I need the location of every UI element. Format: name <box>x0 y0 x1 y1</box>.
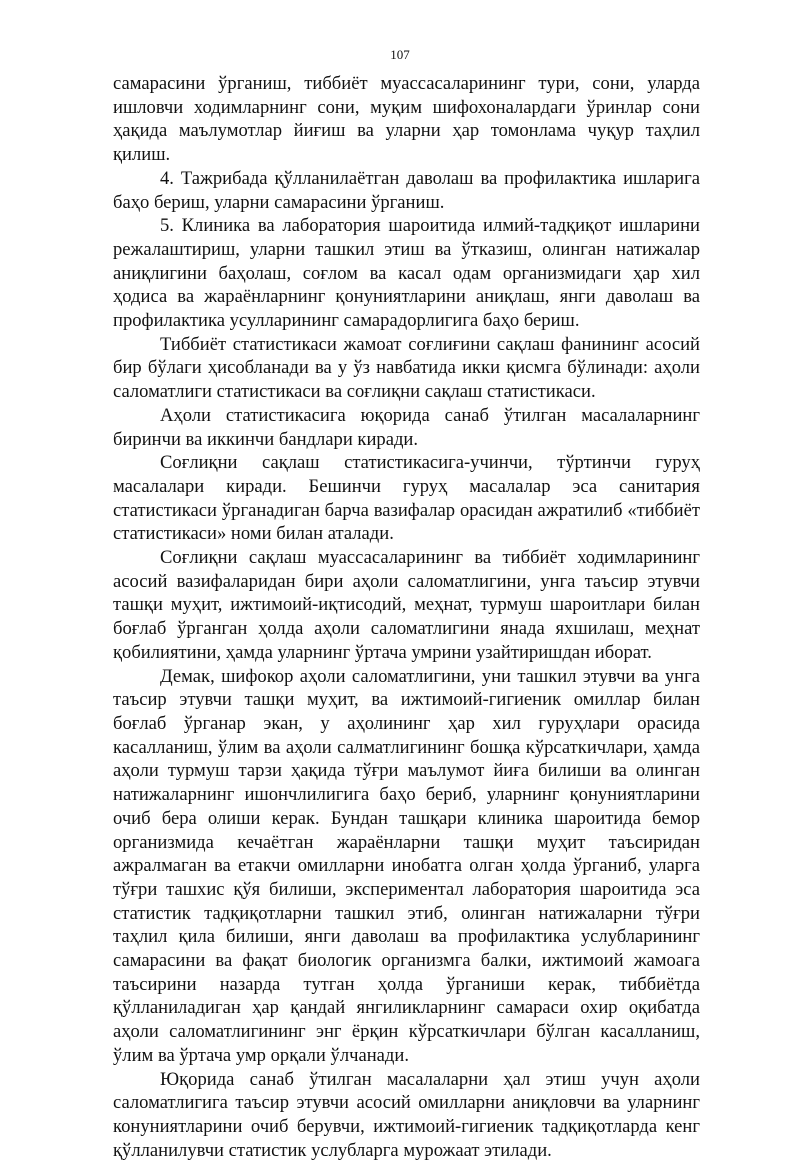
paragraph: Юқорида санаб ўтилган масалаларни ҳал этиш учун аҳоли саломатлигига таъсир этувчи асосий омилларни аниқловчи ва уларнинг конуниятларини очиб берувчи, ижтимоий-гигиеник тадқиқотларда кенг қўлланилувчи статистик услубларга мурожаат этилади. <box>113 1068 700 1161</box>
paragraph: Демак, шифокор аҳоли саломатлигини, уни ташкил этувчи ва унга таъсир этувчи ташқи муҳит, ва ижтимоий-гигиеник омиллар билан боғлаб ўрганар экан, у аҳолининг ҳар хил гуруҳлари орасида касалланиш, ўлим ва аҳоли салматлигининг бошқа кўрсаткичлари, ҳамда аҳоли турмуш тарзи ҳақида тўғри маълумот йиғa билиши ва олинган натижаларнинг ишончлилигига баҳо бериб, уларнинг қонуниятларини очиб бера олиши керак. Бундан ташқари клиника шароитида бемор организмида кечаётган жараёнларни ташқи муҳит таъсиридан ажралмаган ва етакчи омилларни инобатга олган ҳолда ўрганиб, уларга тўғри ташхис қўя билиши, экспериментал лаборатория шароитида эса статистик тадқиқотларни ташкил этиб, олинган натижаларни тўғри таҳлил қила билиши, янги даволаш ва профилактика услубларининг самарасини ва фақат биологик организмга балки, ижтимоий жамоага таъсирини назарда тутган ҳолда ўрганиши керак, тиббиётда қўлланиладиган ҳар қандай янгиликларнинг самараси охир оқибатда аҳоли саломатлигининг энг ёрқин кўрсаткичлари бўлган касалланиш, ўлим ва ўртача умр орқали ўлчанади. <box>113 665 700 1066</box>
paragraph-item-5: 5. Клиника ва лаборатория шароитида илмий-тадқиқот ишларини режалаштириш, уларни ташкил этиш ва ўтказиш, олинган натижалар аниқлигини баҳолаш, соғлом ва касал одам организмидаги ҳар хил ҳодиса ва жараёнларнинг қонуниятларини аниқлаш, янги даволаш ва профилактика усулларининг самарадорлигига баҳо бериш. <box>113 215 700 332</box>
paragraph: Соғлиқни сақлаш статистикасига-учинчи, тўртинчи гуруҳ масалалари киради. Бешинчи гуруҳ масалалар эса санитария статистикаси ўрганадиган барча вазифалар орасидан ажратилиб «тиббиёт статистикаси» номи билан аталади. <box>113 452 700 545</box>
paragraph: Тиббиёт статистикаси жамоат соғлиғини сақлаш фанининг асосий бир бўлаги ҳисобланади ва у ўз навбатида икки қисмга бўлинади: аҳоли саломатлиги статистикаси ва соғлиқни сақлаш статистикаси. <box>113 333 700 403</box>
page-number: 107 <box>390 47 410 62</box>
paragraph-item-4: 4. Тажрибада қўлланилаётган даволаш ва профилактика ишларига баҳо бериш, уларни самарасини ўрганиш. <box>113 167 700 213</box>
document-body <box>113 72 700 1162</box>
paragraph: Соғлиқни сақлаш муассасаларининг ва тиббиёт ходимларининг асосий вазифаларидан бири аҳоли саломатлигини, унга таъсир этувчи ташқи муҳит, ижтимоий-иқтисодий, меҳнат, турмуш шароитлари билан боғлаб ўрганган ҳолда аҳоли саломатлигини янада яхшилаш, меҳнат қобилиятини, ҳамда уларнинг ўртача умрини узайтиришдан иборат. <box>113 547 700 663</box>
paragraph: Аҳоли статистикасига юқорида санаб ўтилган масалаларнинг биринчи ва иккинчи бандлари киради. <box>113 404 700 450</box>
paragraph-continuation: самарасини ўрганиш, тиббиёт муассасаларининг тури, сони, уларда ишловчи ходимларнинг сони, муқим шифохоналардаги ўринлар сони ҳақида маълумотлар йиғиш ва уларни ҳар томонлама чуқур таҳлил қилиш. <box>113 73 700 166</box>
